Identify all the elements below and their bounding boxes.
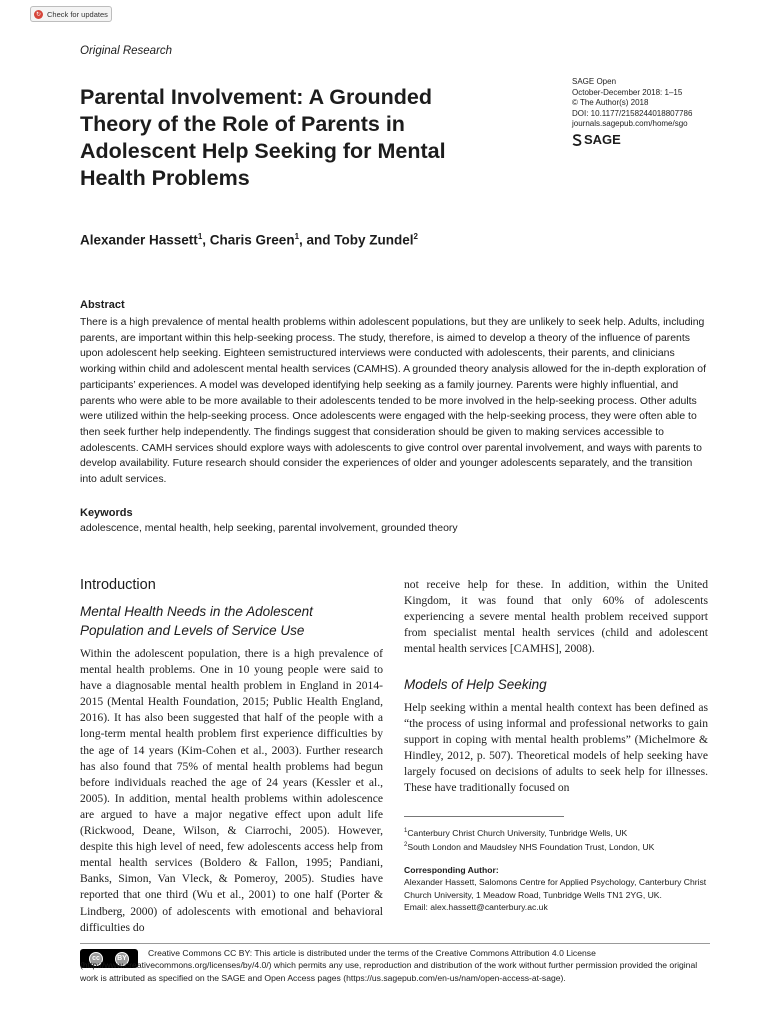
keywords-heading: Keywords xyxy=(80,507,133,519)
body-paragraph-1-continued: not receive help for these. In addition, within the United Kingdom, it was found that only 60% of adolescents experiencing a severe mental health problem received support from specialist mental health services (child and adolescent mental health services [CAMHS], 2008). xyxy=(404,578,708,656)
license-divider xyxy=(80,943,710,944)
affiliation-text: South London and Maudsley NHS Foundation Trust, London, UK xyxy=(407,841,655,852)
author-affil-sup: 1 xyxy=(197,232,203,241)
article-title: Parental Involvement: A Grounded Theory of the Role of Parents in Adolescent Help Seeking for Mental Health Problems xyxy=(80,85,446,190)
affiliation-2 xyxy=(404,839,714,853)
journal-info xyxy=(572,77,692,130)
author-name: Toby Zundel xyxy=(334,232,414,248)
affiliation-sup: 2 xyxy=(404,842,408,849)
subheading-mental-health-needs: Mental Health Needs in the Adolescent Population and Levels of Service Use xyxy=(80,604,313,638)
creative-commons-icon: cc xyxy=(89,952,103,966)
affiliation-sup: 1 xyxy=(404,828,408,834)
abstract-heading: Abstract xyxy=(80,299,125,311)
footnotes xyxy=(404,825,714,913)
license-text: Creative Commons CC BY: This article is distributed under the terms of the Creative Commons Attribution 4.0 License (http://www.creativecommons.org/licenses/by/4.0/) which permits any use, reproduction and distribution of the work without further permission provided the original work is attributed as specified on the SAGE and Open Access pages (https://us.sagepub.com/en-us/nam/open-access-at-sage). xyxy=(80,948,698,983)
author-list xyxy=(80,232,418,248)
author-affil-sup: 1 xyxy=(294,232,300,241)
journal-copyright: © The Author(s) 2018 xyxy=(572,98,649,107)
footnote-divider xyxy=(404,816,564,817)
corresponding-author-email[interactable]: Email: alex.hassett@canterbury.ac.uk xyxy=(404,901,548,912)
journal-url[interactable]: journals.sagepub.com/home/sgo xyxy=(572,119,688,128)
affiliation-1 xyxy=(404,825,714,839)
journal-name: SAGE Open xyxy=(572,77,617,86)
body-paragraph-2: Help seeking within a mental health context has been defined as “the process of using informal and professional networks to gain support in coping with mental health problems” (Michelmore & Hindley, 2012, p. 507). Theoretical models of help seeking have largely focused on decisions of adults to seek help for illnesses. These have traditionally focused on xyxy=(404,701,708,795)
introduction-heading: Introduction xyxy=(80,577,156,593)
subheading-models-of-help-seeking: Models of Help Seeking xyxy=(404,677,547,692)
author-separator: , and xyxy=(299,232,335,248)
sage-logo-text: SAGE xyxy=(584,132,621,147)
body-paragraph-1: Within the adolescent population, there is a high prevalence of mental health problems. One in 10 young people were said to have a diagnosable mental health problem in England in 2014-2015 (Mental Health Foundation, 2015; Public Health England, 2016). It has also been suggested that half of the people with a long-term mental health problem first experience difficulties by the age of 14 years (Kim-Cohen et al., 2003). Further research has also found that 75% of mental health problems had begun before individuals reached the age of 24 years (Kessler et al., 2005). In addition, mental health problems within adolescence are argued to have a major negative effect upon adult life (Rickwood, Deane, Wilson, & Ciarrochi, 2005). However, despite this high level of need, few adolescents access help from mental health services (Boldero & Fallon, 1995; Pandiani, Banks, Simon, Van Vleck, & Pomeroy, 2005). Studies have reported that one third (Wu et al., 2001) to one half (Porter & Lindberg, 2000) of adolescents with emotional and behavioral difficulties do xyxy=(80,647,383,934)
author-separator: , xyxy=(202,232,210,248)
keywords-text: adolescence, mental health, help seeking, parental involvement, grounded theory xyxy=(80,522,458,534)
section-label: Original Research xyxy=(80,45,173,57)
author-affil-sup: 2 xyxy=(413,232,418,241)
author-name: Alexander Hassett xyxy=(80,232,198,248)
corresponding-author-address: Alexander Hassett, Salomons Centre for Applied Psychology, Canterbury Christ Church University, 1 Meadow Road, Tunbridge Wells TN1 2YG, UK. xyxy=(404,877,707,900)
author-name: Charis Green xyxy=(209,232,295,248)
sage-logo xyxy=(572,132,621,147)
affiliation-text: Canterbury Christ Church University, Tunbridge Wells, UK xyxy=(407,827,628,838)
sage-logo-icon xyxy=(572,134,582,146)
check-for-updates-button[interactable] xyxy=(30,6,112,22)
refresh-icon: ↻ xyxy=(35,11,42,18)
journal-doi[interactable]: DOI: 10.1177/2158244018807786 xyxy=(572,108,693,118)
check-for-updates-label: Check for updates xyxy=(47,9,108,19)
journal-issue: October-December 2018: 1–15 xyxy=(572,87,683,97)
corresponding-author-heading: Corresponding Author: xyxy=(404,865,499,876)
abstract-text: There is a high prevalence of mental health problems within adolescent populations, but they are unlikely to seek help. Adults, including parents, are important within this help-seeking process. The study, therefore, is aimed to develop a theory of the influence of parents upon adolescent help seeking. Eighteen semistructured interviews were conducted with adolescents, their parents, and clinicians working within child and adolescent mental health services (CAMHS). A grounded theory analysis allowed for the in-depth exploration of participants’ experiences. A model was developed identifying help seeking as a family journey. Parents were highly influential, and parents who were able to be more available to their adolescents tended to be more involved in the help-seeking process. Other adults were utilized within the help-seeking process. Once adolescents were engaged with the help-seeking process, they were often able to then seek further help independently. The findings suggest that consideration should be given to making services accessible to adolescents. CAMH services should explore ways with adolescents to give control over parental involvement, and ways with parents to develop availability. Future research should consider the experiences of older and younger adolescents separately, and the transition into adult services. xyxy=(80,317,707,486)
attribution-icon: BY xyxy=(115,952,129,966)
